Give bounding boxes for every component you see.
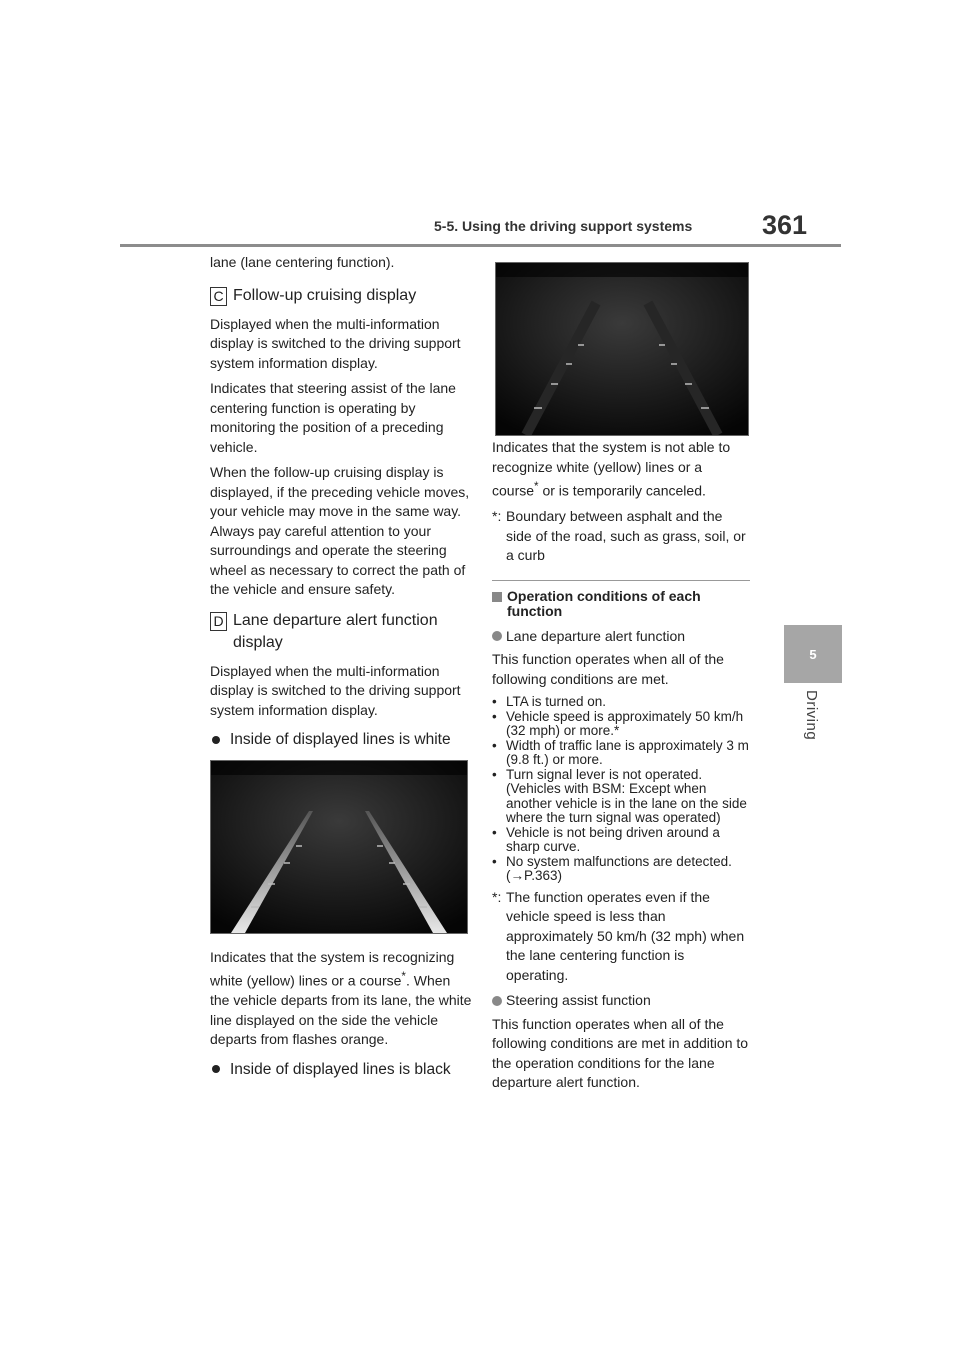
lda-heading bbox=[492, 627, 750, 647]
section-d-letter: D bbox=[210, 612, 227, 631]
chapter-tab-number: 5 bbox=[809, 646, 817, 662]
white-lines-heading bbox=[210, 730, 472, 750]
section-c-paragraph-1: Displayed when the multi-information display is switched to the driving support system information display. bbox=[210, 315, 461, 371]
black-lines-heading-text: Inside of displayed lines is black bbox=[230, 1060, 451, 1078]
header-divider bbox=[120, 244, 841, 247]
lda-intro: This function operates when all of the following conditions are met. bbox=[492, 651, 724, 687]
lead-text: lane (lane centering function). bbox=[210, 254, 395, 270]
footnote-text: Boundary between asphalt and the side of the road, such as grass, soil, or a curb bbox=[506, 508, 746, 564]
course-footnote bbox=[492, 507, 750, 566]
black-lines-heading bbox=[210, 1060, 472, 1080]
section-divider bbox=[492, 580, 750, 581]
square-bullet-icon bbox=[492, 592, 502, 602]
section-c-paragraph-3: When the follow-up cruising display is displayed, if the preceding vehicle moves, your vehicle may move in the same way. Always pay careful attention to your surroundings and operate the steering wheel as necessary to correct the path of the vehicle and ensure safety. bbox=[210, 464, 470, 597]
bullet-dot-icon bbox=[212, 1065, 220, 1073]
footnote-mark: *: bbox=[492, 508, 502, 525]
lda-footnote bbox=[492, 888, 750, 986]
footnote-mark: *: bbox=[492, 888, 502, 905]
right-column bbox=[492, 438, 750, 1099]
footnote-text: The function operates even if the vehicle speed is less than approximately 50 km/h (32 mph) when the lane centering function is operating. bbox=[506, 888, 745, 983]
lda-conditions bbox=[492, 695, 750, 884]
list-item: • Turn signal lever is not operated. (Vehicles with BSM: Except when another vehicle is in the lane on the side where the turn signal was operated) bbox=[492, 766, 747, 826]
circle-bullet-icon bbox=[492, 631, 502, 641]
section-c-paragraph-2: Indicates that steering assist of the lane centering function is operating by monitoring the position of a preceding vehicle. bbox=[210, 380, 456, 455]
section-c-letter: C bbox=[210, 287, 227, 306]
operation-conditions-heading bbox=[492, 589, 750, 619]
white-lines-caption: Indicates that the system is recognizing white (yellow) lines or a course*. When the vehicle departs from its lane, the white line displayed on the side the vehicle departs from flashes orange. bbox=[210, 948, 472, 1048]
white-lines-heading-text: Inside of displayed lines is white bbox=[230, 731, 451, 748]
chapter-tab bbox=[784, 625, 842, 683]
section-d-heading bbox=[210, 610, 472, 654]
operation-conditions-title: Operation conditions of each function bbox=[507, 587, 701, 619]
list-item: • No system malfunctions are detected. (→P.363) bbox=[492, 853, 732, 884]
steering-assist-heading bbox=[492, 991, 750, 1011]
list-item: • Vehicle speed is approximately 50 km/h (32 mph) or more.* bbox=[492, 708, 744, 739]
chapter-tab-label: Driving bbox=[803, 690, 820, 741]
lane-display-black-lines-figure bbox=[495, 262, 749, 436]
left-column bbox=[210, 253, 472, 1091]
steering-assist-heading-text: Steering assist function bbox=[506, 992, 651, 1009]
section-c-title: Follow-up cruising display bbox=[233, 286, 417, 304]
circle-bullet-icon bbox=[492, 996, 502, 1006]
list-item: • LTA is turned on. bbox=[492, 694, 607, 710]
black-lines-caption: Indicates that the system is not able to recognize white (yellow) lines or a course* or is temporarily canceled. bbox=[492, 439, 731, 499]
section-d-title: Lane departure alert function display bbox=[233, 611, 438, 651]
list-item: • Vehicle is not being driven around a sharp curve. bbox=[492, 824, 720, 855]
bullet-dot-icon bbox=[212, 736, 220, 744]
list-item: • Width of traffic lane is approximately 3 m (9.8 ft.) or more. bbox=[492, 737, 749, 768]
steering-assist-text: This function operates when all of the following conditions are met in addition to the operation conditions for the lane departure alert function. bbox=[492, 1015, 749, 1091]
section-d-paragraph-1: Displayed when the multi-information display is switched to the driving support system information display. bbox=[210, 662, 461, 718]
lane-display-white-lines-figure bbox=[210, 760, 468, 934]
page-number: 361 bbox=[762, 210, 808, 240]
section-c-heading bbox=[210, 285, 472, 307]
lda-heading-text: Lane departure alert function bbox=[506, 627, 686, 644]
section-title: 5-5. Using the driving support systems bbox=[434, 218, 693, 234]
